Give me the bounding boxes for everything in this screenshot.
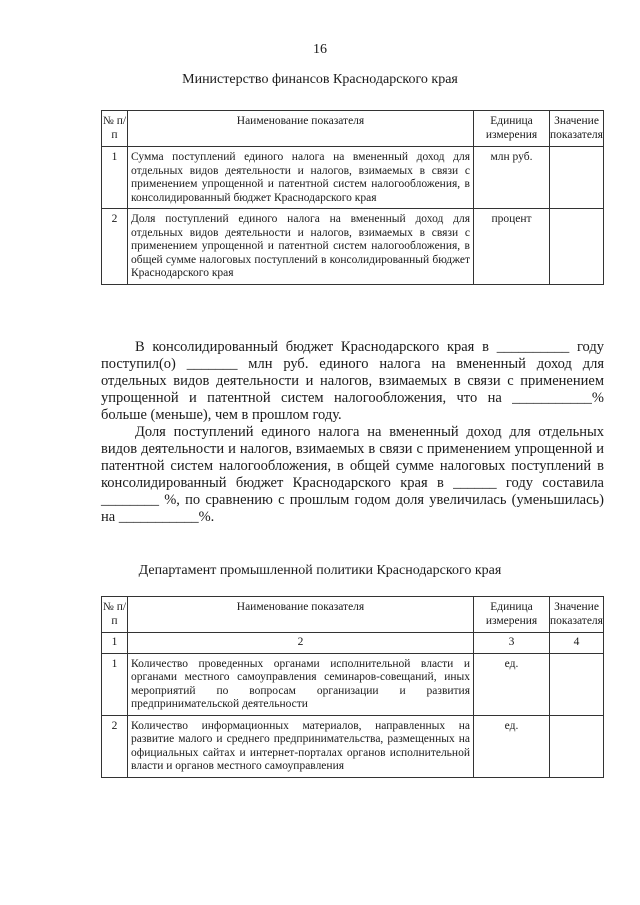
table-row (102, 147, 604, 209)
row-unit: ед. (474, 715, 550, 777)
section-title-industry: Департамент промышленной политики Краснодарского края (138, 563, 502, 578)
table-industry-indicators (101, 596, 604, 778)
finance-report-text (101, 339, 604, 526)
paragraph-tax-share: Доля поступлений единого налога на вмененный доход для отдельных видов деятельности и налогов, взимаемых в связи с применением упрощенной и патентной систем налогообложения, в общей сумме налоговых поступлений в консолидированный бюджет Краснодарского края в ______ году составила ________ %, по сравнению с прошлым годом доля увеличилась (уменьшилась) на ___________%. (101, 424, 604, 525)
row-name: Сумма поступлений единого налога на вмененный доход для отдельных видов деятельности и налогов, взимаемых в связи с применением упрощенной и патентной систем налогообложения, в консолидированный бюджет Краснодарского края (128, 147, 474, 209)
row-num: 2 (102, 209, 128, 285)
header-name: Наименование показателя (128, 111, 474, 147)
row-value (550, 653, 604, 715)
row-value (550, 147, 604, 209)
row-value (550, 209, 604, 285)
table-header-row (102, 597, 604, 633)
row-unit: ед. (474, 653, 550, 715)
header-num: № п/п (102, 111, 128, 147)
column-index: 2 (128, 633, 474, 654)
table-header-row (102, 111, 604, 147)
section-title-finance: Министерство финансов Краснодарского края (182, 72, 458, 87)
row-num: 1 (102, 147, 128, 209)
column-index: 3 (474, 633, 550, 654)
column-index: 1 (102, 633, 128, 654)
header-unit: Единица измерения (474, 111, 550, 147)
row-value (550, 715, 604, 777)
table-row (102, 209, 604, 285)
table-finance-indicators (101, 110, 604, 285)
row-num: 1 (102, 653, 128, 715)
row-unit: млн руб. (474, 147, 550, 209)
table-row (102, 653, 604, 715)
row-name: Доля поступлений единого налога на вмененный доход для отдельных видов деятельности и налогов, взимаемых в связи с применением упрощенной и патентной систем налогообложения, в общей сумме налоговых поступлений в консолидированный бюджет Краснодарского края (128, 209, 474, 285)
row-unit: процент (474, 209, 550, 285)
header-value: Значение показателя (550, 111, 604, 147)
column-index: 4 (550, 633, 604, 654)
header-num: № п/п (102, 597, 128, 633)
row-name: Количество информационных материалов, направленных на развитие малого и среднего предпринимательства, размещенных на официальных сайтах и интернет-порталах органов исполнительной власти и органов местного самоуправления (128, 715, 474, 777)
header-value: Значение показателя (550, 597, 604, 633)
page-number: 16 (313, 42, 327, 57)
paragraph-tax-revenue: В консолидированный бюджет Краснодарского края в __________ году поступил(о) _______ млн руб. единого налога на вмененный доход для отдельных видов деятельности и налогов, взимаемых в связи с применением упрощенной и патентной систем налогообложения, что на ___________% больше (меньше), чем в прошлом году. (101, 339, 604, 423)
table-row (102, 715, 604, 777)
row-num: 2 (102, 715, 128, 777)
row-name: Количество проведенных органами исполнительной власти и органами местного самоуправления семинаров-совещаний, иных мероприятий по вопросам организации и развития предпринимательской деятельности (128, 653, 474, 715)
header-name: Наименование показателя (128, 597, 474, 633)
column-index-row (102, 633, 604, 654)
header-unit: Единица измерения (474, 597, 550, 633)
